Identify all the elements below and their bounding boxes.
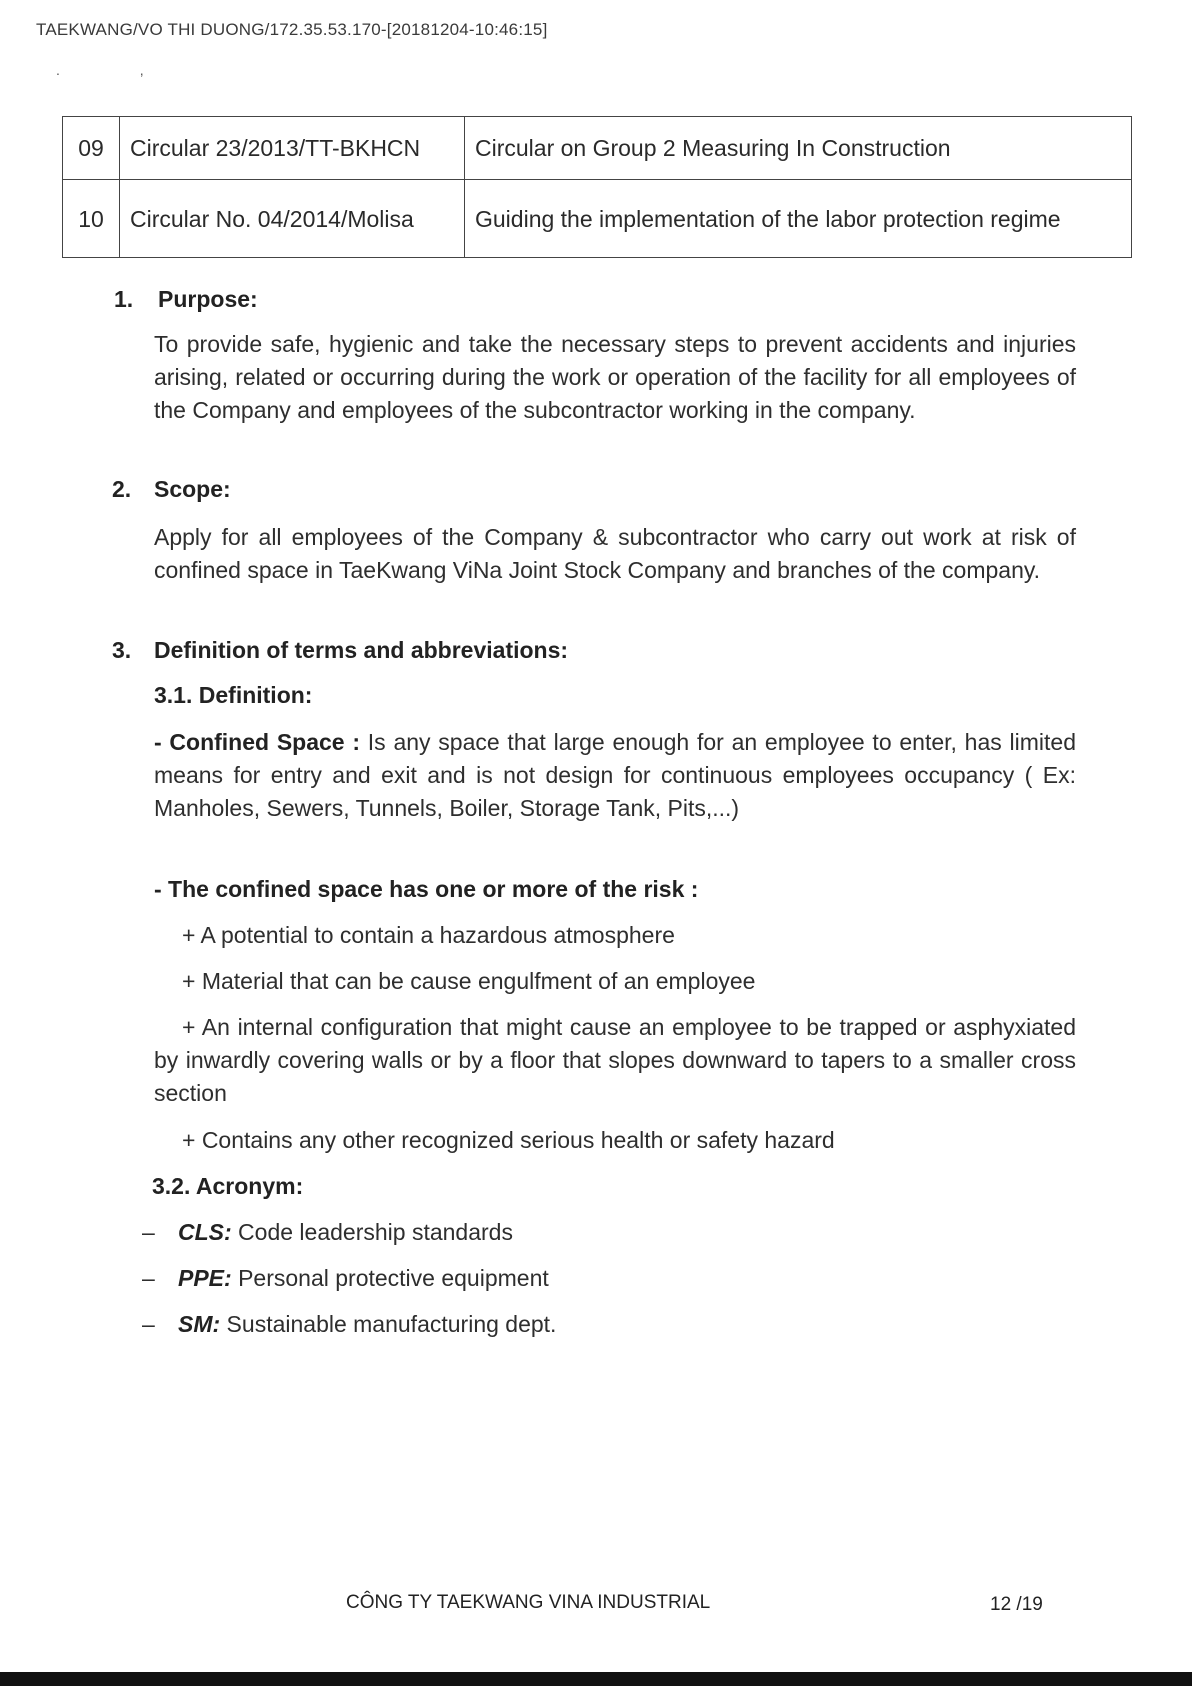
risk-heading: - The confined space has one or more of the risk :	[154, 876, 699, 902]
list-dash: –	[142, 1311, 155, 1337]
section-number: 2.	[112, 476, 132, 502]
scan-specks: . ,	[56, 62, 182, 78]
risk-item: + An internal configuration that might cause an employee to be trapped or asphyxiated by inwardly covering walls or by a floor that slopes downward to tapers to a smaller cross section	[154, 1014, 1076, 1106]
row-number: 09	[63, 117, 120, 180]
document-code: Circular 23/2013/TT-BKHCN	[120, 117, 465, 180]
document-title: Circular on Group 2 Measuring In Construction	[465, 117, 1132, 180]
list-dash: –	[142, 1219, 155, 1245]
acronym-key: PPE:	[178, 1265, 232, 1291]
term-definition: Is any space that large enough for an employee to enter, has limited means for entry and exit and is not design for continuous employees occupancy ( Ex: Manholes, Sewers, Tunnels, Boiler, Storage Tank, Pits,...)	[154, 729, 1076, 821]
subsection-heading-acronym: 3.2. Acronym:	[152, 1173, 304, 1199]
print-stamp: TAEKWANG/VO THI DUONG/172.35.53.170-[20181204-10:46:15]	[36, 20, 548, 39]
purpose-text: To provide safe, hygienic and take the necessary steps to prevent accidents and injuries arising, related or occurring during the work or operation of the facility for all employees of the Company and employees of the subcontractor working in the company.	[154, 331, 1076, 423]
acronym-value: Personal protective equipment	[231, 1265, 549, 1291]
list-item	[178, 1265, 549, 1292]
section-heading-definitions: Definition of terms and abbreviations:	[154, 637, 569, 663]
acronym-value: Sustainable manufacturing dept.	[220, 1311, 557, 1337]
risk-item: + Material that can be cause engulfment of an employee	[182, 968, 756, 994]
table-row	[63, 117, 1132, 180]
table-row	[63, 180, 1132, 258]
section-number: 1.	[114, 286, 134, 312]
document-code: Circular No. 04/2014/Molisa	[120, 180, 465, 258]
reference-table	[62, 116, 1132, 258]
acronym-key: SM:	[178, 1311, 221, 1337]
list-dash: –	[142, 1265, 155, 1291]
footer-company-name: CÔNG TY TAEKWANG VINA INDUSTRIAL	[346, 1592, 711, 1613]
scan-border	[0, 1672, 1192, 1686]
confined-space-definition	[154, 726, 1076, 825]
section-heading-purpose: Purpose:	[158, 286, 258, 312]
acronym-value: Code leadership standards	[231, 1219, 513, 1245]
acronym-key: CLS:	[178, 1219, 232, 1245]
subsection-heading-definition: 3.1. Definition:	[154, 682, 313, 708]
risk-item: + Contains any other recognized serious health or safety hazard	[182, 1127, 835, 1153]
list-item	[178, 1219, 513, 1246]
page-number: 12 /19	[990, 1594, 1043, 1615]
term-label: - Confined Space :	[154, 729, 361, 755]
section-number: 3.	[112, 637, 132, 663]
risk-item: + A potential to contain a hazardous atmosphere	[182, 922, 675, 948]
scope-text: Apply for all employees of the Company & subcontractor who carry out work at risk of confined space in TaeKwang ViNa Joint Stock Company and branches of the company.	[154, 524, 1076, 583]
row-number: 10	[63, 180, 120, 258]
list-item	[178, 1311, 556, 1338]
section-heading-scope: Scope:	[154, 476, 231, 502]
document-title: Guiding the implementation of the labor protection regime	[465, 180, 1132, 258]
